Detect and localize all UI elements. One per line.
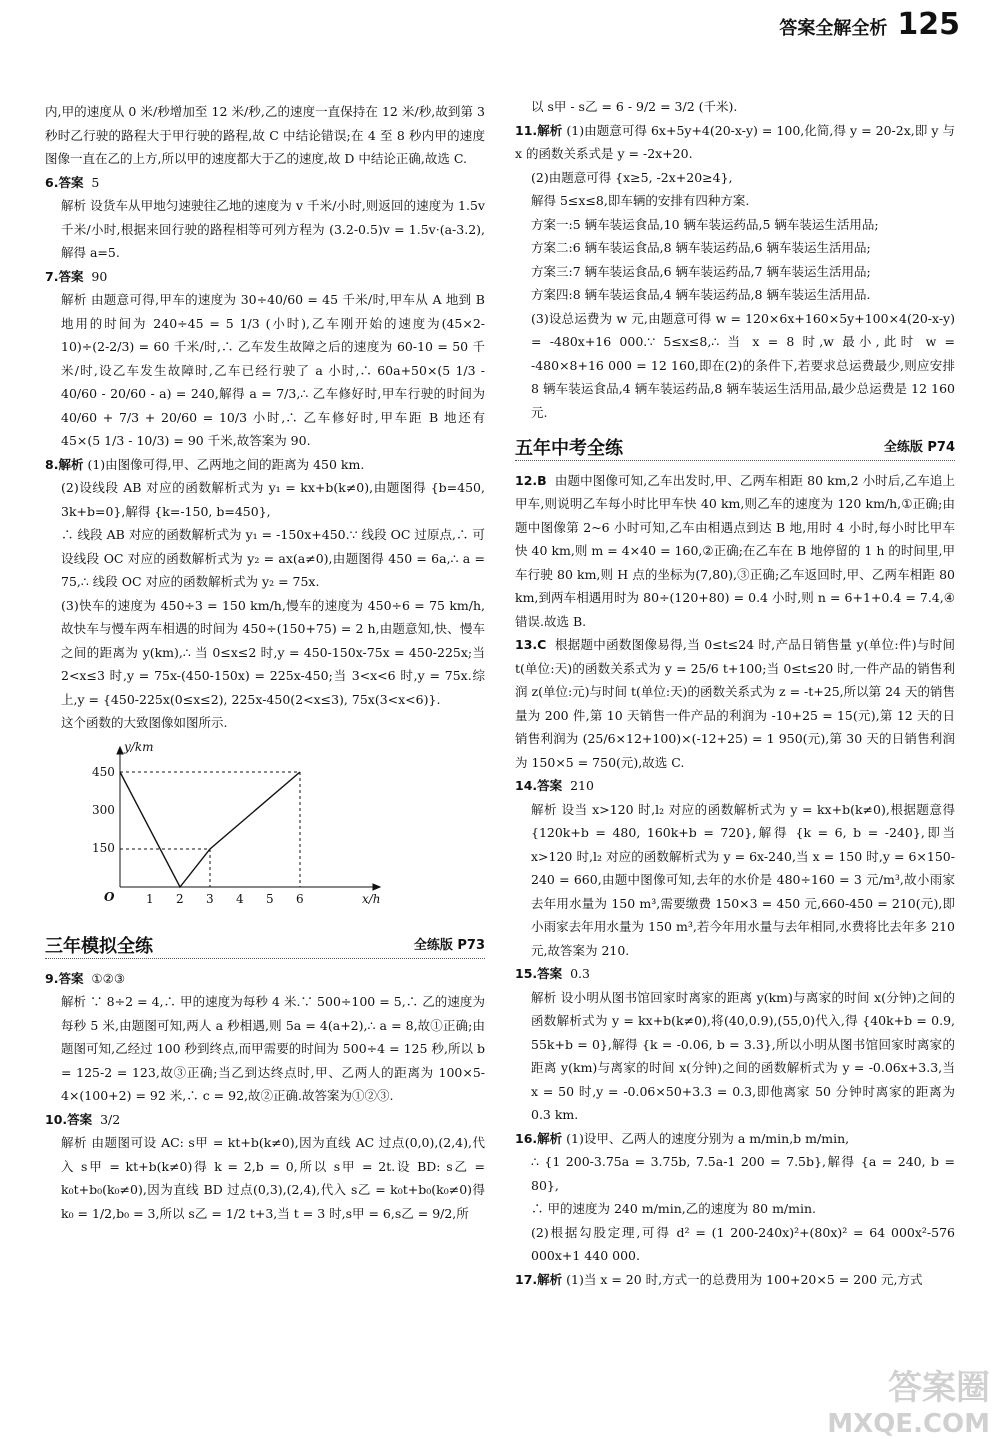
q15-answer: 0.3	[570, 966, 590, 981]
x-tick-3: 3	[206, 891, 214, 906]
y-tick-150: 150	[92, 840, 115, 855]
q17-head: 17.解析	[515, 1271, 563, 1287]
question-6	[45, 171, 485, 265]
watermark-url: MXQE.COM	[827, 1409, 990, 1439]
q14-answer: 210	[570, 778, 594, 793]
q6-analysis: 解析 设货车从甲地匀速驶往乙地的速度为 v 千米/小时,则返回的速度为 1.5v 千米/小时,根据来回行驶的路程相等可列方程为 (3.2-0.5)v = 1.5v·(a-3.2),解得 a=5.	[61, 198, 485, 260]
watermark	[827, 1370, 990, 1442]
q10-head: 10.答案	[45, 1111, 93, 1127]
q14-head: 14.答案	[515, 778, 563, 793]
q9-analysis: 解析 ∵ 8÷2 = 4,∴ 甲的速度为每秒 4 米.∵ 500÷100 = 5,∴ 乙的速度为每秒 5 米,由题图可知,两人 a 秒相遇,则 5a = 4(a+2),∴ a = 8,故①正确;由题图可知,乙经过 100 秒到终点,而甲需要的时间为 500÷4 = 125 秒,所以 b = 125-2 = 123,故③正确;当乙到达终点时,甲、乙两人的距离为 100×5-4×(100+2) = 92 米,∴ c = 92,故②正确.故答案为①②③.	[61, 994, 485, 1103]
q11-line-3: 解得 5≤x≤8,即车辆的安排有四种方案.	[531, 193, 750, 208]
distance-time-graph	[80, 739, 400, 909]
page-header	[779, 7, 960, 42]
question-17	[515, 1268, 955, 1292]
q9-head: 9.答案	[45, 970, 84, 986]
q7-answer: 90	[91, 268, 108, 284]
page-number: 125	[897, 7, 960, 42]
x-tick-4: 4	[236, 891, 244, 906]
q12-head: 12.B	[515, 472, 547, 488]
section-page-ref: 全练版 P73	[408, 934, 485, 958]
watermark-logo: 答案圈	[888, 1368, 990, 1408]
question-8	[45, 453, 485, 923]
section-title: 三年模拟全练	[45, 936, 159, 958]
left-column	[45, 100, 485, 1225]
q8-line-1: (1)由图像可得,甲、乙两地之间的距离为 450 km.	[87, 456, 365, 472]
right-column	[515, 95, 955, 1291]
x-tick-5: 5	[266, 891, 274, 906]
section-three-year	[45, 934, 485, 959]
y-tick-450: 450	[92, 764, 115, 779]
q16-line-3: ∴ 甲的速度为 240 m/min,乙的速度为 80 m/min.	[531, 1201, 817, 1216]
section-five-year	[515, 436, 955, 461]
q16-head: 16.解析	[515, 1130, 563, 1146]
x-axis-label: x/h	[362, 891, 381, 906]
q15-analysis: 解析 设小明从图书馆回家时离家的距离 y(km)与离家的时间 x(分钟)之间的函数解析式为 y = kx+b(k≠0),将(40,0.9),(55,0)代入,得 {40k+b = 0.9, 55k+b = 0},解得 {k = -0.06, b = 3.3},所以小明从图书馆回家时离家的距离 y(km)与离家的时间 x(分钟)之间的函数解析式为 y = -0.06x+3.3,当 x = 50 时,y = -0.06×50+3.3 = 0.3,即他离家 50 分钟时离家的距离为 0.3 km.	[531, 989, 955, 1122]
q10-analysis: 解析 由题图可设 AC: s甲 = kt+b(k≠0),因为直线 AC 过点(0,0),(2,4),代入 s甲 = kt+b(k≠0)得 k = 2,b = 0,所以 s甲 = 2t.设 BD: s乙 = k₀t+b₀(k₀≠0),因为直线 BD 过点(0,3),(2,4),代入 s乙 = k₀t+b₀(k₀≠0)得 k₀ = 1/2,b₀ = 3,所以 s乙 = 1/2 t+3,当 t = 3 时,s甲 = 6,s乙 = 9/2,所	[61, 1135, 485, 1221]
question-7	[45, 265, 485, 453]
q7-head: 7.答案	[45, 268, 84, 284]
question-9	[45, 967, 485, 1108]
q11-plan-4: 方案四:8 辆车装运食品,4 辆车装运药品,8 辆车装运生活用品.	[531, 287, 871, 302]
q16-line-4: (2)根据勾股定理,可得 d² = (1 200-240x)²+(80x)² = 64 000x²-576 000x+1 440 000.	[531, 1224, 955, 1263]
question-14	[515, 774, 955, 962]
q8-line-4: (3)快车的速度为 450÷3 = 150 km/h,慢车的速度为 450÷6 = 75 km/h,故快车与慢车两车相遇的时间为 450÷(150+75) = 2 h,由题意知,快、慢车之间的距离为 y(km),∴ 当 0≤x≤2 时,y = 450-150x-75x = 450-225x;当 2<x≤3 时,y = 75x-(450-150x) = 225x-450;当 3<x<6 时,y = 75x.综上,y = {450-225x(0≤x≤2), 225x-450(2<x≤3), 75x(3<x<6)}.	[61, 597, 485, 707]
origin-label: O	[104, 889, 115, 904]
question-11	[515, 119, 955, 425]
q16-line-1: (1)设甲、乙两人的速度分别为 a m/min,b m/min,	[566, 1130, 850, 1146]
q11-plan-1: 方案一:5 辆车装运食品,10 辆车装运药品,5 辆车装运生活用品;	[531, 216, 879, 232]
continued-text: 以 s甲 - s乙 = 6 - 9/2 = 3/2 (千米).	[531, 99, 738, 114]
q12-analysis: 由题中图像可知,乙车出发时,甲、乙两车相距 80 km,2 小时后,乙车追上甲车,则说明乙车每小时比甲车快 40 km,则乙车的速度为 120 km/h,①正确;由题中图像第 2~6 小时可知,乙车由相遇点到达 B 地,用时 4 小时,每小时比甲车快 40 km,则 m = 4×40 = 160,②正确;在乙车在 B 地停留的 1 h 的时间里,甲车行驶 80 km,则 H 点的坐标为(7,80),③正确;乙车返回时,甲、乙两车相距 80 km,到两车相遇用时为 80÷(120+80) = 0.4 小时,则 n = 6+1+0.4 = 7.4,④错误.故选 B.	[515, 472, 955, 629]
q17-line-1: (1)当 x = 20 时,方式一的总费用为 100+20×5 = 200 元,方式	[566, 1271, 923, 1287]
q8-line-3: ∴ 线段 AB 对应的函数解析式为 y₁ = -150x+450.∵ 线段 OC 过原点,∴ 可设线段 OC 对应的函数解析式为 y₂ = ax(a≠0),由题图得 450 = 6a,∴ a = 75,∴ 线段 OC 对应的函数解析式为 y₂ = 75x.	[61, 527, 485, 589]
x-tick-6: 6	[296, 891, 304, 906]
x-tick-1: 1	[146, 891, 154, 906]
q11-line-8: (3)设总运费为 w 元,由题意可得 w = 120×6x+160×5y+100×4(20-x-y) = -480x+16 000.∵ 5≤x≤8,∴ 当 x = 8 时,w 最小,此时 w = -480×8+16 000 = 12 160,即在(2)的条件下,若要求总运费最少,则应安排 8 辆车装运食品,4 辆车装运药品,8 辆车装运生活用品,最少总运费是 12 160 元.	[531, 310, 955, 420]
q6-head: 6.答案	[45, 174, 84, 190]
q8-head: 8.解析	[45, 456, 84, 472]
q6-answer: 5	[91, 174, 100, 190]
q7-analysis: 解析 由题意可得,甲车的速度为 30÷40/60 = 45 千米/时,甲车从 A 地到 B 地用的时间为 240÷45 = 5 1/3 (小时),乙车刚开始的速度为(45×2-10)÷(2-2/3) = 60 千米/时,∴ 乙车发生故障之后的速度为 60-10 = 50 千米/时,设乙车发生故障时,乙车已经行驶了 a 小时,∴ 60a+50×(5 1/3 - 40/60 - 20/60 - a) = 240,解得 a = 7/3,∴ 乙车修好时,甲车行驶的时间为 40/60 + 7/3 + 20/60 = 10/3 小时,∴ 乙车修好时,甲车距 B 地还有 45×(5 1/3 - 10/3) = 90 千米,故答案为 90.	[61, 292, 485, 448]
question-13	[515, 633, 955, 774]
q11-head: 11.解析	[515, 122, 563, 138]
q8-line-2: (2)设线段 AB 对应的函数解析式为 y₁ = kx+b(k≠0),由题图得 {b=450, 3k+b=0},解得 {k=-150, b=450},	[61, 480, 485, 519]
q15-head: 15.答案	[515, 966, 563, 981]
question-12	[515, 469, 955, 634]
intro-text: 内,甲的速度从 0 米/秒增加至 12 米/秒,乙的速度一直保持在 12 米/秒,故到第 3 秒时乙行驶的路程大于甲行驶的路程,故 C 中结论错误;在 4 至 8 秒内甲的速度图像一直在乙的上方,所以甲的速度都大于乙的速度,故 D 中结论正确,故选 C.	[45, 104, 485, 166]
header-title: 答案全解全析	[779, 18, 888, 39]
q14-analysis: 解析 设当 x>120 时,l₂ 对应的函数解析式为 y = kx+b(k≠0),根据题意得 {120k+b = 480, 160k+b = 720},解得 {k = 6, b = -240},即当 x>120 时,l₂ 对应的函数解析式为 y = 6x-240,当 x = 150 时,y = 6×150-240 = 660,由题中图像可知,去年的水价是 480÷160 = 3 元/m³,故小雨家去年用水量为 150 m³,需要缴费 150×3 = 450 元,660-450 = 210(元),即小雨家去年用水量为 150 m³,若今年用水量与去年相同,水费将比去年多 210 元,故答案为 210.	[531, 801, 955, 958]
question-16	[515, 1127, 955, 1268]
x-tick-2: 2	[176, 891, 184, 906]
q10-answer: 3/2	[100, 1111, 121, 1127]
y-tick-300: 300	[92, 802, 115, 817]
y-axis-label: y/km	[124, 739, 154, 754]
q13-analysis: 根据题中函数图像易得,当 0≤t≤24 时,产品日销售量 y(单位:件)与时间 t(单位:天)的函数关系式为 y = 25/6 t+100;当 0≤t≤20 时,一件产品的销售利润 z(单位:元)与时间 t(单位:天)的函数关系式为 z = -t+25,所以第 24 天的销售量为 200 件,第 10 天销售一件产品的利润为 -10+25 = 15(元),第 12 天的日销售利润为 (25/6×12+100)×(-12+25) = 1 950(元),第 30 天的日销售利润为 150×5 = 750(元),故选 C.	[515, 637, 955, 770]
q16-line-2: ∴ {1 200-3.75a = 3.75b, 7.5a-1 200 = 7.5b},解得 {a = 240, b = 80},	[531, 1154, 955, 1193]
q9-answer: ①②③	[91, 970, 126, 986]
q13-head: 13.C	[515, 637, 547, 652]
section-title: 五年中考全练	[515, 438, 629, 460]
question-15	[515, 962, 955, 1127]
section-page-ref: 全练版 P74	[878, 436, 955, 460]
q11-plan-3: 方案三:7 辆车装运食品,6 辆车装运药品,7 辆车装运生活用品;	[531, 263, 871, 279]
q11-plan-2: 方案二:6 辆车装运食品,8 辆车装运药品,6 辆车装运生活用品;	[531, 240, 871, 255]
q11-line-2: (2)由题意可得 {x≥5, -2x+20≥4},	[531, 169, 733, 185]
q11-line-1: (1)由题意可得 6x+5y+4(20-x-y) = 100,化简,得 y = 20-2x,即 y 与 x 的函数关系式是 y = -2x+20.	[515, 122, 955, 161]
question-10	[45, 1108, 485, 1226]
q8-line-5: 这个函数的大致图像如图所示.	[61, 715, 228, 730]
